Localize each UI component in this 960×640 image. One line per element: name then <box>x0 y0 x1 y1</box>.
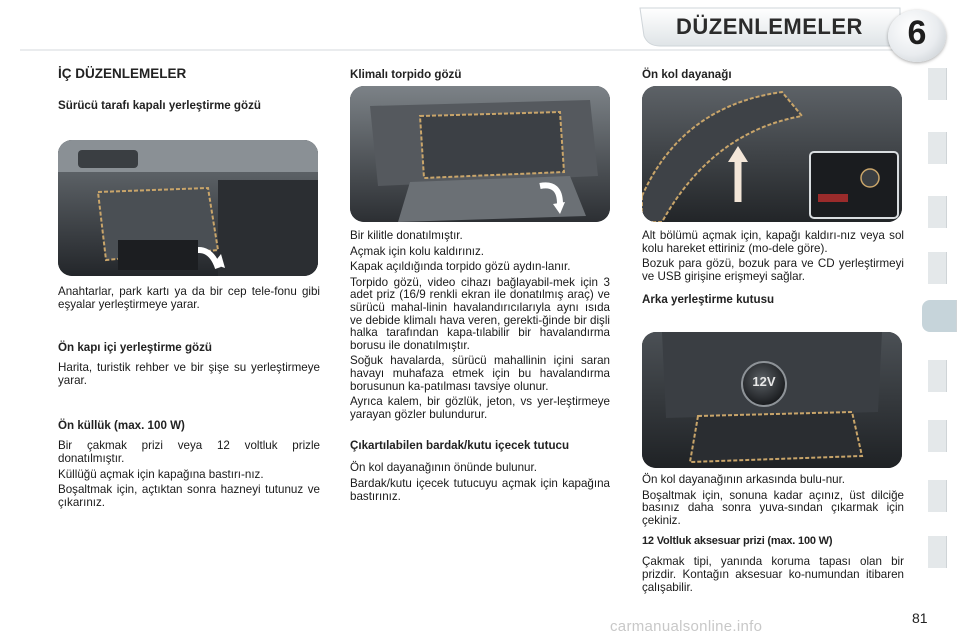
paragraph: Bardak/kutu içecek tutucuyu açmak için kapağına bastırınız. <box>350 476 610 503</box>
chapter-tab[interactable] <box>928 132 947 164</box>
column-3-text-b <box>642 474 904 594</box>
paragraph: Kapak açıldığında torpido gözü aydın-lanır. <box>350 260 571 274</box>
subsection-title: Ön kapı içi yerleştirme gözü <box>58 341 212 355</box>
column-1 <box>58 66 320 112</box>
paragraph: Boşaltmak için, sonuna kadar açınız, üst dilciğe basınız daha sonra yuva-sından çıkarmak için çekiniz. <box>642 488 904 527</box>
driver-storage-photo <box>58 140 318 276</box>
paragraph: Ön kol dayanağının arkasında bulu-nur. <box>642 473 846 486</box>
chapter-tab[interactable] <box>928 68 947 100</box>
chapter-tab[interactable] <box>928 536 947 568</box>
subsection-title: Ön küllük (max. 100 W) <box>58 419 185 433</box>
chapter-tab-active[interactable] <box>922 300 957 332</box>
paragraph: Torpido gözü, video cihazı bağlayabil-mek için 3 adet priz (16/9 renkli ekran ile donatılmış araç) ve sürücü mahal-linin havalandırıcılarıyla aynı ısıda ve debide klimalı hava veren, gerekti-ğinde bir dişli halka tarafından kapa-tılabilir bir havalandırma borusu ile donatılmıştır. <box>350 275 610 352</box>
chapter-badge <box>888 10 946 62</box>
paragraph: Bir kilitle donatılmıştır. <box>350 229 463 242</box>
paragraph: Ön kol dayanağının önünde bulunur. <box>350 461 537 475</box>
column-3 <box>642 68 904 81</box>
paragraph: Çakmak tipi, yanında koruma tapası olan bir prizdir. Kontağın aksesuar ko-numundan itibaren çalışabilir. <box>642 555 904 594</box>
paragraph: Küllüğü açmak için kapağına bastırı-nız. <box>58 467 264 481</box>
chapter-tab[interactable] <box>928 420 947 452</box>
paragraph: Boşaltmak için, açtıktan sonra hazneyi tutunuz ve çıkarınız. <box>58 483 320 509</box>
paragraph: Alt bölümü açmak için, kapağı kaldırı-nız veya sol kolu hareket ettiriniz (mo-dele göre). <box>642 229 904 255</box>
subsection-title: Arka yerleştirme kutusu <box>642 293 775 307</box>
section-title: İÇ DÜZENLEMELER <box>58 66 187 81</box>
chapter-tab[interactable] <box>928 252 947 284</box>
column-3-text-a <box>642 230 904 306</box>
paragraph: Bozuk para gözü, bozuk para ve CD yerleştirmeyi ve USB girişine erişmeyi sağlar. <box>642 257 904 283</box>
column-2-text <box>350 230 610 503</box>
chapter-tab[interactable] <box>928 196 947 228</box>
subsection-title: 12 Voltluk aksesuar prizi (max. 100 W) <box>642 535 833 548</box>
page-number: 81 <box>912 610 928 626</box>
socket-label: 12V <box>752 374 776 389</box>
armrest-photo <box>642 86 902 222</box>
rear-storage-photo <box>642 332 902 468</box>
column-1-text <box>58 286 320 509</box>
subsection-title: Ön kol dayanağı <box>642 68 732 81</box>
glovebox-photo <box>350 86 610 222</box>
paragraph: Harita, turistik rehber ve bir şişe su yerleştirmeye yarar. <box>58 361 320 387</box>
paragraph: Açmak için kolu kaldırınız. <box>350 244 485 258</box>
chapter-tab[interactable] <box>928 360 947 392</box>
watermark: carmanualsonline.info <box>610 618 763 635</box>
paragraph: Soğuk havalarda, sürücü mahallinin içini saran havayı muhafaza etmek için bu havalandırma borusunun ka-patılması tavsiye olunur. <box>350 354 610 393</box>
column-2 <box>350 68 610 81</box>
paragraph: Ayrıca kalem, bir gözlük, jeton, vs yer-leştirmeye yarayan gözler bulundurur. <box>350 395 610 421</box>
subsection-title: Çıkartılabilen bardak/kutu içecek tutucu <box>350 439 570 453</box>
chapter-tab[interactable] <box>928 480 947 512</box>
chapter-number: 6 <box>907 14 927 52</box>
paragraph: Bir çakmak prizi veya 12 voltluk prizle donatılmıştır. <box>58 439 320 465</box>
paragraph: Anahtarlar, park kartı ya da bir cep tele-fonu gibi eşyalar yerleştirmeye yarar. <box>58 285 320 311</box>
subsection-title: Klimalı torpido gözü <box>350 68 462 81</box>
subsection-title: Sürücü tarafı kapalı yerleştirme gözü <box>58 99 261 112</box>
chapter-title: DÜZENLEMELER <box>676 14 863 39</box>
